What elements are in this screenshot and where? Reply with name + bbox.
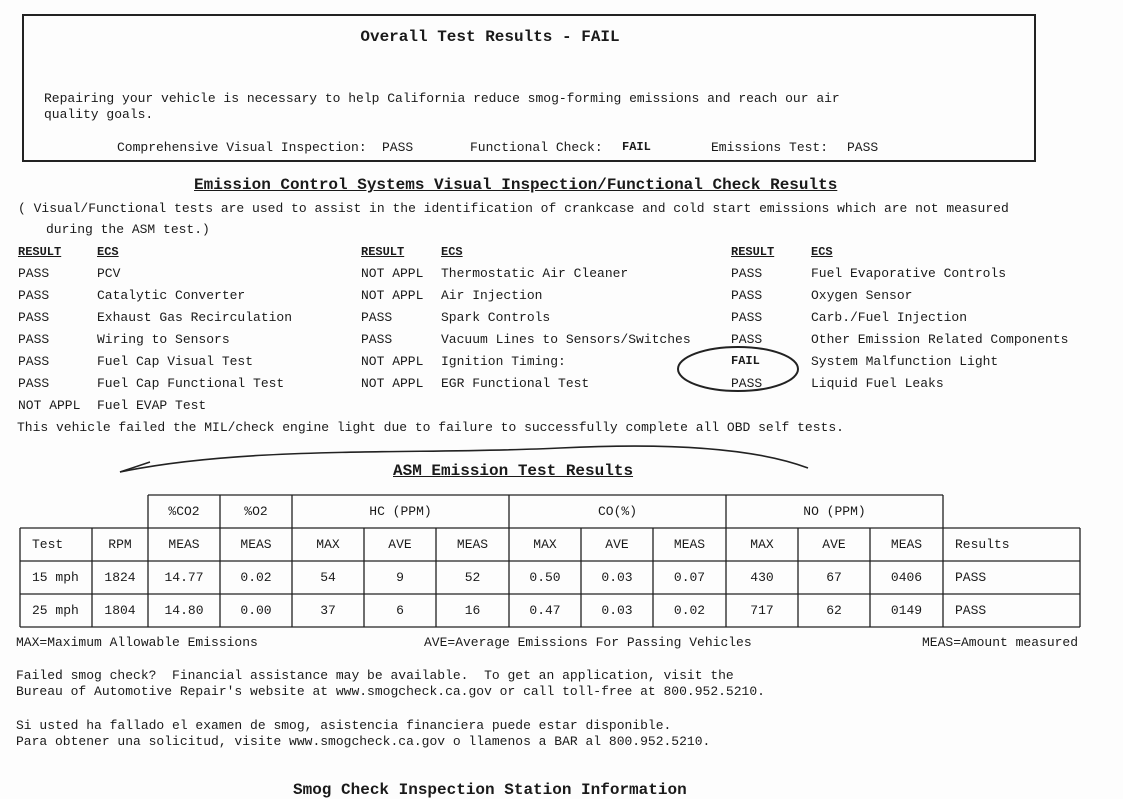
asm-cell: 0.03 <box>601 570 633 585</box>
asm-cell: 14.80 <box>164 603 204 618</box>
asm-cell: 0.02 <box>240 570 272 585</box>
ecs-note-line2: during the ASM test.) <box>46 222 210 237</box>
ecs-result: NOT APPL <box>18 398 81 413</box>
ecs-name: Spark Controls <box>441 310 551 325</box>
ecs-result: PASS <box>18 354 50 369</box>
asm-cell: 14.77 <box>164 570 204 585</box>
assistance-en-line2: Bureau of Automotive Repair's website at www.smogcheck.ca.gov or call toll-free at 800.952.5210. <box>16 684 765 699</box>
asm-cell: 0149 <box>890 603 923 618</box>
asm-title: ASM Emission Test Results <box>393 462 634 480</box>
asm-col-header: MEAS <box>456 537 489 552</box>
ecs-result: NOT APPL <box>361 266 424 281</box>
ecs-result: PASS <box>361 310 393 325</box>
asm-cell: 15 mph <box>32 570 79 585</box>
emissions-test-label: Emissions Test: <box>711 140 829 155</box>
ecs-result: PASS <box>18 376 50 391</box>
ecs-name: Catalytic Converter <box>97 288 246 303</box>
asm-group-header: CO(%) <box>597 504 637 519</box>
asm-col-header: Results <box>955 537 1010 552</box>
functional-check-value: FAIL <box>622 140 651 154</box>
asm-col-header: MEAS <box>168 537 200 552</box>
asm-cell: 67 <box>826 570 842 585</box>
asm-cell: 430 <box>750 570 774 585</box>
ecs-result: NOT APPL <box>361 354 424 369</box>
failure-note: This vehicle failed the MIL/check engine light due to failure to successfully complete all OBD self tests. <box>17 420 844 435</box>
col1-result-header: RESULT <box>18 245 62 259</box>
col3-result-header: RESULT <box>731 245 775 259</box>
ecs-result: PASS <box>731 332 763 347</box>
asm-col-header: MEAS <box>240 537 272 552</box>
asm-cell: PASS <box>955 570 987 585</box>
asm-cell: 0.50 <box>529 570 561 585</box>
ecs-result: PASS <box>361 332 393 347</box>
asm-cell: 0.07 <box>673 570 706 585</box>
assistance-es-line2: Para obtener una solicitud, visite www.smogcheck.ca.gov o llamenos a BAR al 800.952.5210. <box>16 734 711 749</box>
asm-cell: 1824 <box>104 570 136 585</box>
asm-cell: 54 <box>320 570 336 585</box>
asm-cell: 52 <box>464 570 481 585</box>
ecs-name: Ignition Timing: <box>441 354 566 369</box>
ecs-name: Air Injection <box>441 288 543 303</box>
asm-col-header: AVE <box>822 537 846 552</box>
col2-ecs-header: ECS <box>441 245 463 259</box>
asm-cell: 0.03 <box>601 603 633 618</box>
ecs-result: PASS <box>731 310 763 325</box>
asm-cell: 0.02 <box>673 603 706 618</box>
ecs-note-line1: ( Visual/Functional tests are used to assist in the identification of crankcase and cold start emissions which are not measured <box>18 201 1009 216</box>
asm-cell: 9 <box>396 570 404 585</box>
overall-message-line2: quality goals. <box>44 107 154 122</box>
asm-col-header: AVE <box>605 537 629 552</box>
ecs-name: Other Emission Related Components <box>811 332 1069 347</box>
col2-result-header: RESULT <box>361 245 405 259</box>
asm-cell: 1804 <box>104 603 136 618</box>
station-info-title: Smog Check Inspection Station Information <box>293 781 687 799</box>
visual-inspection-label: Comprehensive Visual Inspection: <box>117 140 367 155</box>
asm-cell: 0406 <box>890 570 923 585</box>
ecs-name: Exhaust Gas Recirculation <box>97 310 293 325</box>
visual-inspection-value: PASS <box>382 140 414 155</box>
ecs-name: Fuel EVAP Test <box>97 398 207 413</box>
asm-col-header: AVE <box>388 537 412 552</box>
assistance-en-line1: Failed smog check? Financial assistance may be available. To get an application, visit the <box>16 668 734 683</box>
emissions-test-value: PASS <box>847 140 879 155</box>
ecs-result: PASS <box>18 310 50 325</box>
ecs-name: EGR Functional Test <box>441 376 590 391</box>
asm-group-header: %O2 <box>244 504 268 519</box>
ecs-name: PCV <box>97 266 121 281</box>
ecs-name: Vacuum Lines to Sensors/Switches <box>441 332 691 347</box>
asm-cell: 37 <box>320 603 336 618</box>
asm-group-header: HC (PPM) <box>369 504 432 519</box>
ecs-section-title: Emission Control Systems Visual Inspection/Functional Check Results <box>194 176 838 194</box>
ecs-name: Liquid Fuel Leaks <box>811 376 944 391</box>
col1-ecs-header: ECS <box>97 245 119 259</box>
assistance-es-line1: Si usted ha fallado el examen de smog, asistencia financiera puede estar disponible. <box>16 718 672 733</box>
ecs-result: PASS <box>731 376 763 391</box>
ecs-result: PASS <box>18 266 50 281</box>
ecs-name: Wiring to Sensors <box>97 332 230 347</box>
legend-max: MAX=Maximum Allowable Emissions <box>16 635 258 650</box>
asm-col-header: MAX <box>750 537 774 552</box>
asm-col-header: Test <box>32 537 64 552</box>
ecs-name: Fuel Cap Visual Test <box>97 354 254 369</box>
asm-group-header: %CO2 <box>168 504 200 519</box>
asm-col-header: MEAS <box>890 537 923 552</box>
asm-cell: 16 <box>464 603 481 618</box>
ecs-result: NOT APPL <box>361 376 424 391</box>
functional-check-label: Functional Check: <box>470 140 603 155</box>
fail-circle-mark <box>678 347 798 391</box>
asm-cell: 6 <box>396 603 404 618</box>
ecs-result: PASS <box>731 266 763 281</box>
asm-col-header: MEAS <box>673 537 706 552</box>
asm-cell: 0.00 <box>240 603 272 618</box>
asm-cell: 62 <box>826 603 842 618</box>
ecs-name: Fuel Cap Functional Test <box>97 376 285 391</box>
overall-message-line1: Repairing your vehicle is necessary to help California reduce smog-forming emissions and reach our air <box>44 91 840 106</box>
ecs-result-fail: FAIL <box>731 354 760 368</box>
asm-col-header: MAX <box>533 537 557 552</box>
ecs-name: Thermostatic Air Cleaner <box>441 266 629 281</box>
ecs-name: System Malfunction Light <box>811 354 999 369</box>
asm-cell: PASS <box>955 603 987 618</box>
ecs-result: PASS <box>18 288 50 303</box>
overall-results-title: Overall Test Results - FAIL <box>360 28 620 46</box>
ecs-result: NOT APPL <box>361 288 424 303</box>
asm-cell: 0.47 <box>529 603 561 618</box>
legend-ave: AVE=Average Emissions For Passing Vehicles <box>424 635 752 650</box>
ecs-name: Fuel Evaporative Controls <box>811 266 1007 281</box>
ecs-result: PASS <box>731 288 763 303</box>
asm-col-header: MAX <box>316 537 340 552</box>
legend-meas: MEAS=Amount measured <box>922 635 1079 650</box>
ecs-name: Carb./Fuel Injection <box>811 310 968 325</box>
asm-col-header: RPM <box>108 537 132 552</box>
asm-cell: 717 <box>750 603 774 618</box>
asm-group-header: NO (PPM) <box>803 504 866 519</box>
col3-ecs-header: ECS <box>811 245 833 259</box>
ecs-result: PASS <box>18 332 50 347</box>
ecs-name: Oxygen Sensor <box>811 288 913 303</box>
asm-cell: 25 mph <box>32 603 79 618</box>
